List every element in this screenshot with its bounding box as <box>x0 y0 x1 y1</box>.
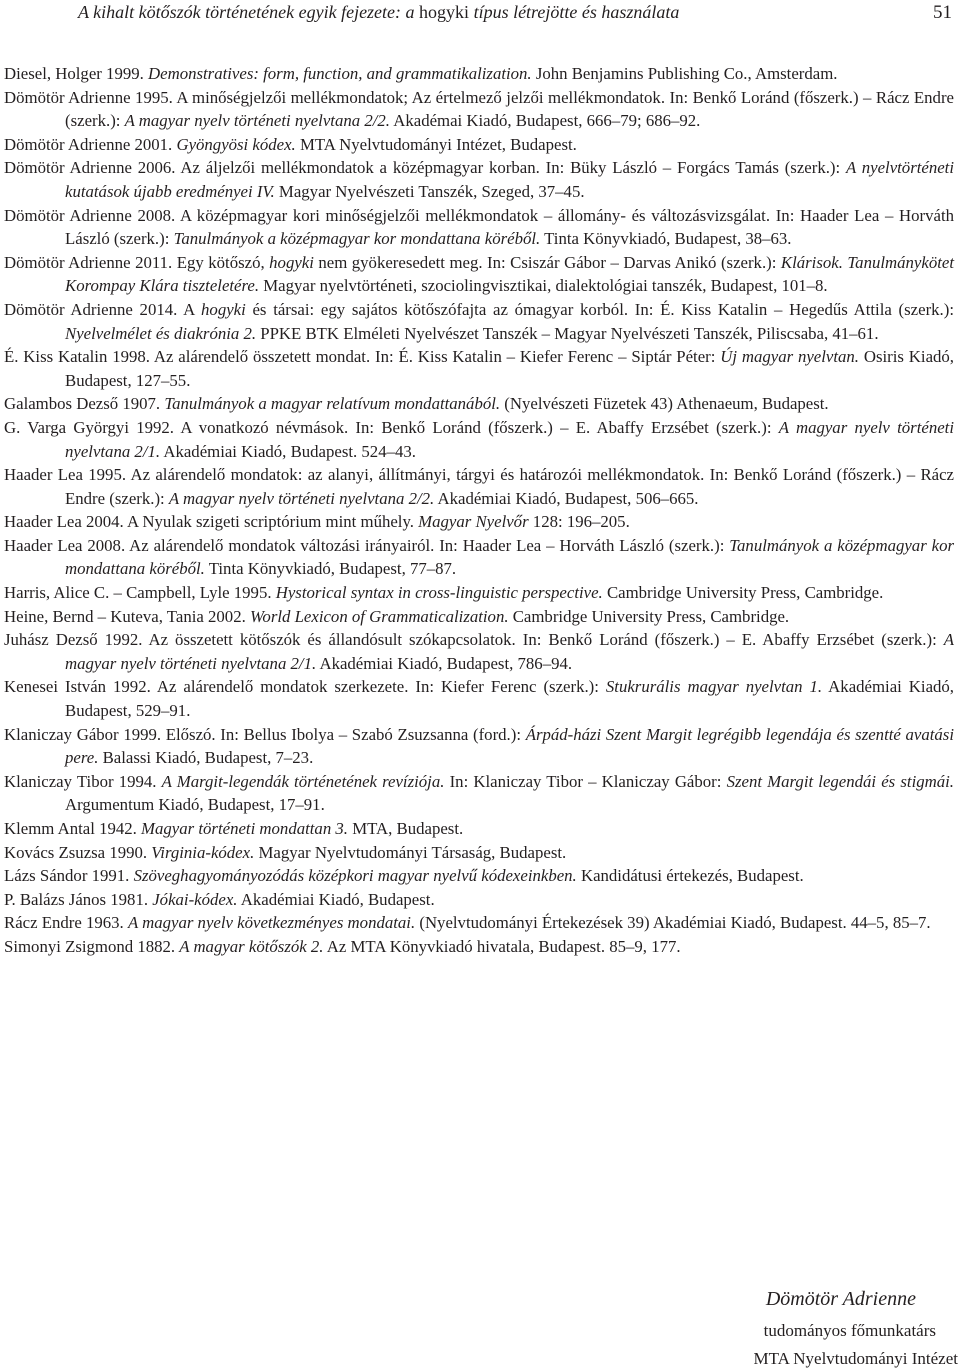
reference-title-italic: Árpád-házi Szent Margit legrégibb legendája és szentté avatási pere. <box>65 724 954 768</box>
reference-entry <box>4 888 954 912</box>
reference-text: Argumentum Kiadó, Budapest, 17–91. <box>65 795 325 815</box>
reference-text: Az MTA Könyvkiadó hivatala, Budapest. 85–9, 177. <box>323 936 681 956</box>
reference-text: Akadémiai Kiadó, Budapest. 524–43. <box>160 441 416 461</box>
reference-entry <box>4 463 954 510</box>
reference-text: PPKE BTK Elméleti Nyelvészet Tanszék – Magyar Nyelvészeti Tanszék, Piliscsaba, 41–61. <box>256 323 879 343</box>
reference-title-italic: Magyar Nyelvőr <box>418 512 529 532</box>
reference-entry <box>4 86 954 133</box>
reference-text: Akadémiai Kiadó, Budapest, 529–91. <box>65 677 954 721</box>
reference-title-italic: Jókai-kódex. <box>152 889 238 909</box>
reference-text: Juhász Dezső 1992. Az összetett kötőszók és állandósult szókapcsolatok. In: Benkő Loránd (főszerk.) – E. Abaffy Erzsébet (szerk.): <box>4 630 944 650</box>
reference-text: Klaniczay Tibor 1994. <box>4 771 162 791</box>
reference-entry <box>4 251 954 298</box>
reference-entry <box>4 628 954 675</box>
reference-text: Magyar nyelvtörténeti, szociolingvisztikai, dialektológiai tanszék, Budapest, 101–8. <box>259 276 828 296</box>
reference-entry <box>4 204 954 251</box>
reference-title-italic: A magyar nyelv következményes mondatai. <box>127 913 416 933</box>
reference-title-italic: A magyar nyelv történeti nyelvtana 2/2. <box>168 488 435 508</box>
reference-text: G. Varga Györgyi 1992. A vonatkozó névmások. In: Benkő Loránd (főszerk.) – E. Abaffy Erzsébet (szerk.): <box>4 417 779 437</box>
reference-text: Dömötör Adrienne 2011. Egy kötőszó, <box>4 252 270 272</box>
reference-entry <box>4 133 954 157</box>
reference-entry <box>4 345 954 392</box>
reference-text: Dömötör Adrienne 2001. <box>4 134 177 154</box>
reference-text: Magyar Nyelvészeti Tanszék, Szeged, 37–45. <box>274 181 585 201</box>
reference-text: É. Kiss Katalin 1998. Az alárendelő összetett mondat. In: É. Kiss Katalin – Kiefer Ferenc – Siptár Péter: <box>4 347 721 367</box>
reference-text: Kovács Zsuzsa 1990. <box>4 842 152 862</box>
reference-text: Dömötör Adrienne 1995. A minőségjelzői mellékmondatok; Az értelmező jelzői mellékmondatok. In: Benkő Loránd (főszerk.) – Rácz Endre (szerk.): <box>4 87 954 131</box>
reference-entry <box>4 392 954 416</box>
reference-list <box>4 62 954 959</box>
reference-text: Haader Lea 2008. Az alárendelő mondatok változási irányairól. In: Haader Lea – Horváth László (szerk.): <box>4 535 730 555</box>
reference-title-italic: Új magyar nyelvtan. <box>720 347 860 367</box>
reference-text: Klemm Antal 1942. <box>4 819 142 838</box>
reference-text: MTA Nyelvtudományi Intézet, Budapest. <box>295 134 577 154</box>
reference-title-italic: Stukrurális magyar nyelvtan 1. <box>605 677 823 697</box>
reference-entry <box>4 675 954 722</box>
reference-title-italic: A magyar nyelv történeti nyelvtana 2/2. <box>124 111 390 131</box>
reference-text: Cambridge University Press, Cambridge. <box>508 606 790 626</box>
reference-entry <box>4 911 954 935</box>
reference-title-italic: Tanulmányok a magyar relatívum mondattanából. <box>164 394 501 414</box>
running-header <box>78 2 952 26</box>
author-title: tudományos főmunkatárs <box>763 1321 936 1340</box>
reference-title-italic: Tanulmányok a középmagyar kor mondattana köréből. <box>65 535 954 579</box>
reference-entry <box>4 581 954 605</box>
header-title-rest: típus létrejötte és használata <box>473 2 680 22</box>
reference-entry <box>4 510 954 534</box>
reference-text: nem gyökeresedett meg. In: Csiszár Gábor – Darvas Anikó (szerk.): <box>313 252 781 272</box>
reference-title-italic: World Lexicon of Grammaticalization. <box>249 606 509 626</box>
reference-title-italic: Tanulmányok a középmagyar kor mondattana köréből. <box>173 229 541 249</box>
reference-text: és társai: egy sajátos kötőszófajta az ómagyar korból. In: É. Kiss Katalin – Hegedűs Attila (szerk.): <box>245 299 954 319</box>
reference-text: Dömötör Adrienne 2008. A középmagyar kori minőségjelzői mellékmondatok – állomány- és változásvizsgálat. In: Haader Lea – Horváth László (szerk.): <box>4 205 954 249</box>
reference-title-italic: Klárisok. Tanulmánykötet Korompay Klára tiszteletére. <box>65 252 954 296</box>
reference-text: John Benjamins Publishing Co., Amsterdam. <box>531 64 838 83</box>
reference-entry <box>4 156 954 203</box>
reference-text: Lázs Sándor 1991. <box>4 866 134 886</box>
reference-title-italic: A magyar nyelv történeti nyelvtana 2/1. <box>65 630 954 673</box>
reference-entry <box>4 605 954 629</box>
reference-entry <box>4 864 954 888</box>
reference-text: (Nyelvészeti Füzetek 43) Athenaeum, Budapest. <box>500 394 829 414</box>
reference-text: Klaniczay Gábor 1999. Előszó. In: Bellus Ibolya – Szabó Zsuzsanna (ford.): <box>4 724 526 744</box>
reference-text: Rácz Endre 1963. <box>4 913 128 933</box>
reference-text: MTA, Budapest. <box>348 819 464 838</box>
reference-text: Dömötör Adrienne 2006. Az áljelzői mellékmondatok a középmagyar korban. In: Büky László – Forgács Tamás (szerk.): <box>4 158 846 178</box>
reference-text: In: Klaniczay Tibor – Klaniczay Gábor: <box>444 771 727 791</box>
reference-entry <box>4 935 954 959</box>
header-title-upright: hogyki <box>419 2 470 22</box>
reference-title-italic: Virginia-kódex. <box>151 842 255 862</box>
reference-text: Magyar Nyelvtudományi Társaság, Budapest. <box>254 842 567 862</box>
header-title-italic: A kihalt kötőszók történetének egyik fejezete: a <box>78 2 415 22</box>
reference-text: P. Balázs János 1981. <box>4 889 153 909</box>
header-title <box>78 2 679 23</box>
reference-title-italic: Szent Margit legendái és stigmái. <box>726 771 954 791</box>
reference-entry <box>4 770 954 817</box>
reference-text: Akadémiai Kiadó, Budapest, 506–665. <box>434 488 699 508</box>
reference-entry <box>4 416 954 463</box>
reference-text: 128: 196–205. <box>528 512 630 532</box>
reference-title-italic: Nyelvelmélet és diakrónia 2. <box>65 323 257 343</box>
reference-text: Diesel, Holger 1999. <box>4 64 149 83</box>
reference-text: Simonyi Zsigmond 1882. <box>4 936 180 956</box>
reference-text: Haader Lea 1995. Az alárendelő mondatok: az alanyi, állítmányi, tárgyi és határozói mellékmondatok. In: Benkő Loránd (főszerk.) – Rácz Endre (szerk.): <box>4 465 954 508</box>
reference-entry <box>4 817 954 841</box>
reference-text: Akadémai Kiadó, Budapest, 666–79; 686–92. <box>389 111 701 131</box>
reference-title-italic: A Margit-legendák történetének revíziója. <box>161 771 445 791</box>
reference-entry <box>4 841 954 865</box>
reference-title-italic: A nyelvtörténeti kutatások újabb eredményei IV. <box>65 158 955 201</box>
reference-title-italic: Magyar történeti mondattan 3. <box>141 819 348 838</box>
page-number: 51 <box>933 2 952 23</box>
reference-text: Kandidátusi értekezés, Budapest. <box>576 866 804 886</box>
reference-title-italic: A magyar kötőszók 2. <box>179 936 324 956</box>
reference-text: Heine, Bernd – Kuteva, Tania 2002. <box>4 606 250 626</box>
reference-text: Akadémiai Kiadó, Budapest. <box>237 889 435 909</box>
reference-entry <box>4 723 954 770</box>
reference-title-italic: Demonstratives: form, function, and grammatikalization. <box>148 64 532 83</box>
reference-title-italic: A magyar nyelv történeti nyelvtana 2/1. <box>65 417 954 461</box>
reference-entry <box>4 298 954 345</box>
reference-text: Balassi Kiadó, Budapest, 7–23. <box>98 748 314 768</box>
reference-text: Galambos Dezső 1907. <box>4 394 165 414</box>
reference-text: Dömötör Adrienne 2014. A <box>4 299 202 319</box>
author-signature: Dömötör Adrienne <box>765 1288 916 1310</box>
reference-text: Osiris Kiadó, Budapest, 127–55. <box>65 347 954 390</box>
reference-text: Harris, Alice C. – Campbell, Lyle 1995. <box>4 583 276 603</box>
reference-title-italic: hogyki <box>201 299 246 319</box>
reference-text: Tinta Könyvkiadó, Budapest, 77–87. <box>204 559 457 579</box>
reference-entry <box>4 62 954 86</box>
reference-text: Tinta Könyvkiadó, Budapest, 38–63. <box>540 229 792 249</box>
reference-title-italic: hogyki <box>269 252 314 272</box>
reference-title-italic: Gyöngyösi kódex. <box>176 134 296 154</box>
author-institution: MTA Nyelvtudományi Intézet <box>753 1349 958 1368</box>
reference-title-italic: Szöveghagyományozódás középkori magyar nyelvű kódexeinkben. <box>133 866 577 886</box>
reference-text: Akadémiai Kiadó, Budapest, 786–94. <box>316 653 573 673</box>
reference-title-italic: Hystorical syntax in cross-linguistic perspective. <box>275 583 603 603</box>
reference-text: (Nyelvtudományi Értekezések 39) Akadémiai Kiadó, Budapest. 44–5, 85–7. <box>415 913 931 933</box>
reference-text: Haader Lea 2004. A Nyulak szigeti scriptórium mint műhely. <box>4 512 419 532</box>
reference-text: Cambridge University Press, Cambridge. <box>602 583 884 603</box>
reference-entry <box>4 534 954 581</box>
reference-text: Kenesei István 1992. Az alárendelő mondatok szerkezete. In: Kiefer Ferenc (szerk.): <box>4 677 606 697</box>
